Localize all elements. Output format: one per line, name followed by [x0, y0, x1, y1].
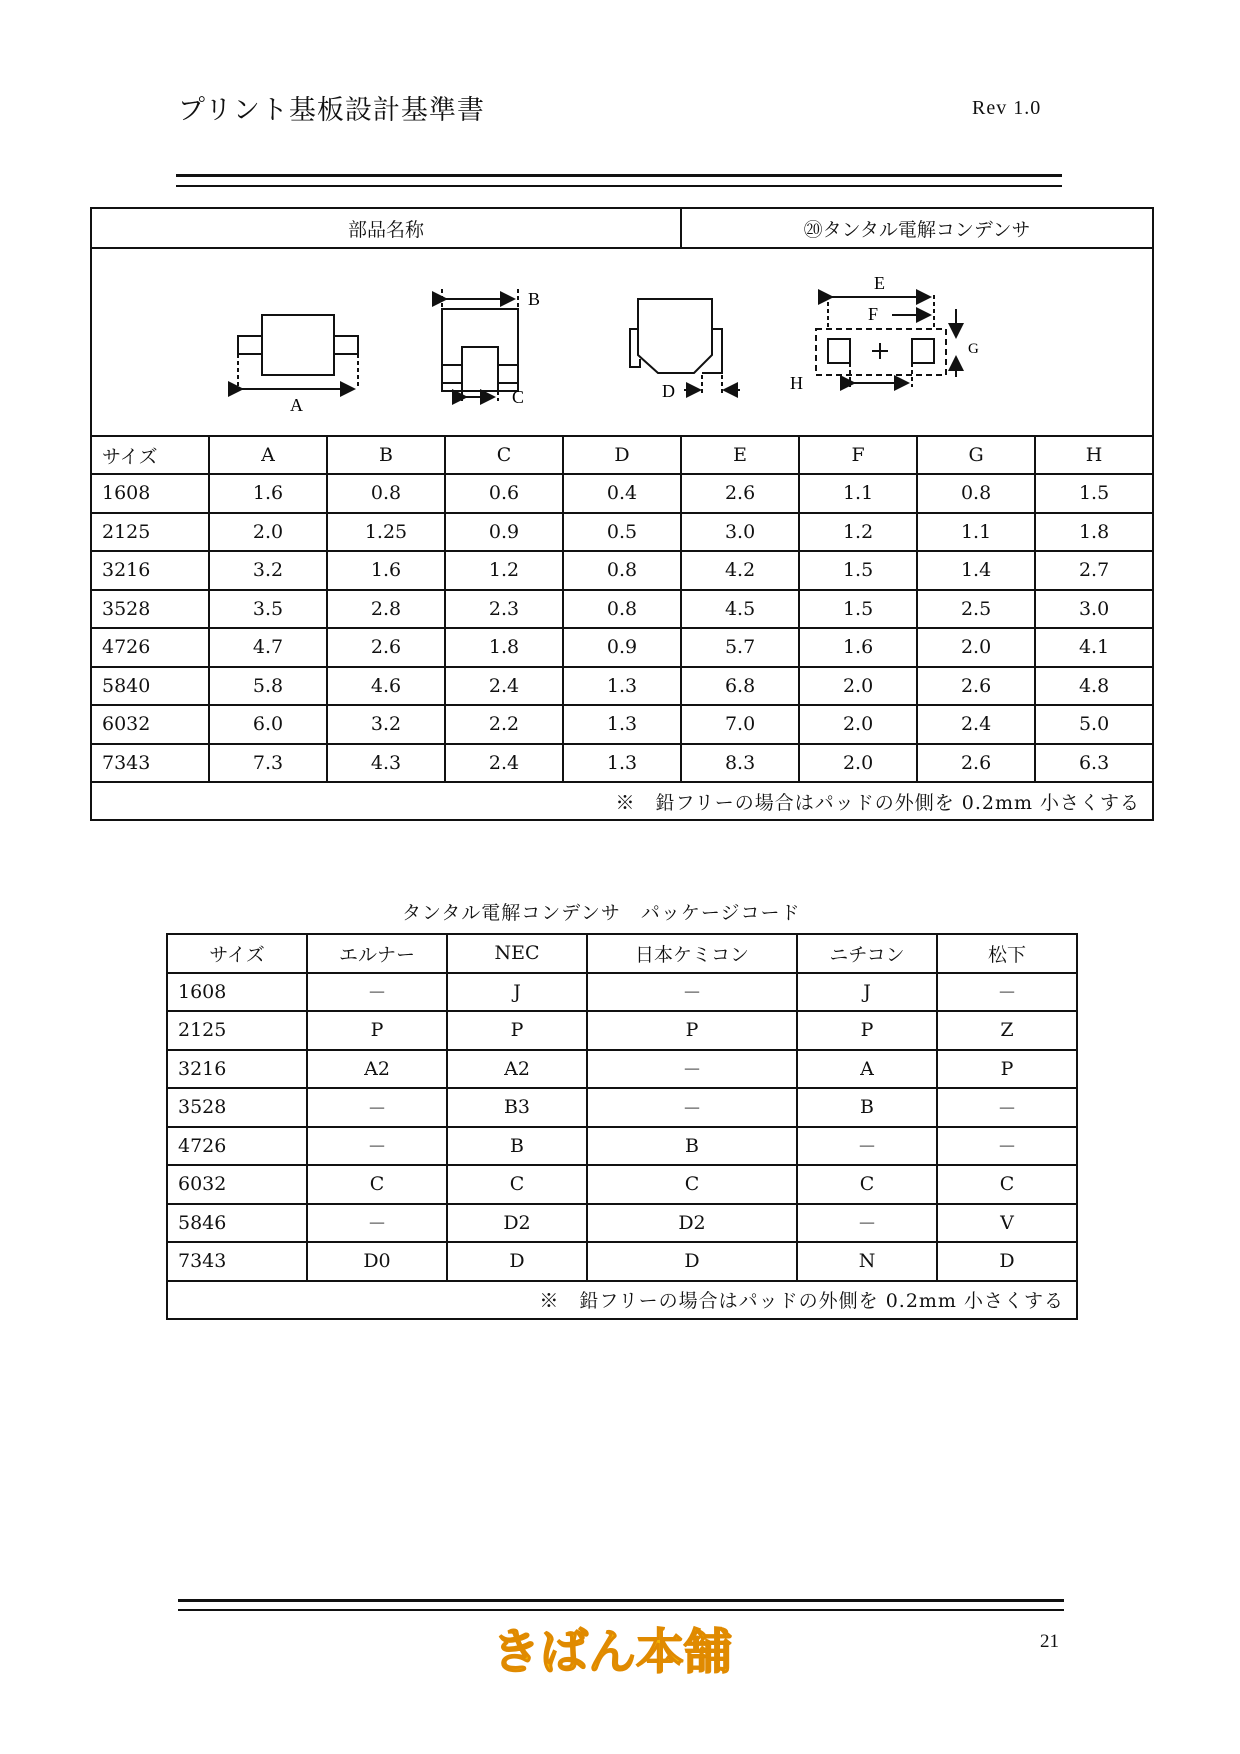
spec-col-size: サイズ [91, 436, 209, 474]
part-name-value: ⑳タンタル電解コンデンサ [681, 208, 1153, 248]
package-code-cell: A [797, 1050, 937, 1089]
dimension-cell: 0.8 [327, 474, 445, 513]
dimension-cell: 0.8 [563, 590, 681, 629]
dimension-cell: 2.6 [327, 628, 445, 667]
dimension-cell: 4.5 [681, 590, 799, 629]
dimension-cell: 1.4 [917, 551, 1035, 590]
size-cell: 2125 [167, 1011, 307, 1050]
dimension-cell: 1.2 [799, 513, 917, 552]
dimension-cell: 1.3 [563, 667, 681, 706]
package-code-cell: D2 [587, 1204, 797, 1243]
pkg-col-nichicon: ニチコン [797, 934, 937, 973]
dimension-cell: 2.4 [445, 744, 563, 783]
dimension-cell: 0.8 [563, 551, 681, 590]
dimension-cell: 0.6 [445, 474, 563, 513]
dimension-cell: 2.0 [799, 705, 917, 744]
size-cell: 6032 [167, 1165, 307, 1204]
package-code-cell: A2 [307, 1050, 447, 1089]
dimension-cell: 4.3 [327, 744, 445, 783]
dimension-cell: 1.25 [327, 513, 445, 552]
package-code-cell: A2 [447, 1050, 587, 1089]
logo-text: きばん本舗 [492, 1624, 733, 1678]
table-row [91, 590, 1153, 629]
dimension-cell: 2.6 [917, 667, 1035, 706]
table-row [167, 1127, 1077, 1166]
package-table-body [167, 973, 1077, 1281]
dimension-cell: 0.8 [917, 474, 1035, 513]
package-code-cell: C [937, 1165, 1077, 1204]
package-code-cell: B [447, 1127, 587, 1166]
spec-col-h: H [1035, 436, 1153, 474]
dimension-cell: 0.9 [563, 628, 681, 667]
size-cell: 5846 [167, 1204, 307, 1243]
footer-rule-top [178, 1599, 1064, 1602]
dim-label-b: B [528, 289, 541, 309]
spec-table-body [91, 474, 1153, 782]
dimension-cell: 7.0 [681, 705, 799, 744]
table-row [167, 1204, 1077, 1243]
body-side-view [238, 315, 358, 389]
pkg-col-chemicon: 日本ケミコン [587, 934, 797, 973]
package-code-cell: J [447, 973, 587, 1012]
header-rule-top [176, 174, 1062, 177]
spec-table [90, 207, 1154, 821]
part-name-row [91, 208, 1153, 248]
body-molded-view [630, 299, 740, 395]
dimension-cell: 2.3 [445, 590, 563, 629]
dimension-cell: 1.3 [563, 705, 681, 744]
dimension-cell: 4.1 [1035, 628, 1153, 667]
dimension-cell: 1.1 [917, 513, 1035, 552]
table-row [167, 973, 1077, 1012]
dimension-cell: 2.6 [681, 474, 799, 513]
dimension-cell: 2.8 [327, 590, 445, 629]
dimension-cell: 1.6 [209, 474, 327, 513]
dimension-cell: 2.0 [917, 628, 1035, 667]
size-cell: 5840 [91, 667, 209, 706]
dim-label-e: E [874, 273, 885, 293]
spec-col-e: E [681, 436, 799, 474]
revision-label: Rev 1.0 [972, 97, 1042, 119]
footprint-drawing-cell [91, 248, 1153, 436]
dim-label-c: C [512, 387, 525, 407]
size-cell: 4726 [91, 628, 209, 667]
size-cell: 3216 [91, 551, 209, 590]
dim-label-f: F [868, 304, 879, 324]
package-code-cell: D2 [447, 1204, 587, 1243]
table-row [91, 513, 1153, 552]
package-code-cell: － [937, 1088, 1077, 1127]
size-cell: 6032 [91, 705, 209, 744]
table-row [91, 628, 1153, 667]
dim-label-a: A [290, 395, 303, 415]
package-code-cell: P [937, 1050, 1077, 1089]
dimension-cell: 2.4 [917, 705, 1035, 744]
package-note: ※ 鉛フリーの場合はパッドの外側を 0.2mm 小さくする [167, 1281, 1077, 1320]
size-cell: 1608 [91, 474, 209, 513]
dimension-cell: 6.0 [209, 705, 327, 744]
table-row [91, 744, 1153, 783]
package-code-cell: V [937, 1204, 1077, 1243]
footer-rule-bottom [178, 1609, 1064, 1611]
table-row [167, 1088, 1077, 1127]
package-code-cell: － [937, 973, 1077, 1012]
size-cell: 3528 [91, 590, 209, 629]
dimension-cell: 1.5 [799, 551, 917, 590]
body-end-view [442, 289, 518, 401]
table-row [91, 474, 1153, 513]
table-row [167, 1242, 1077, 1281]
package-code-cell: P [797, 1011, 937, 1050]
header-rule-bottom [176, 185, 1062, 187]
table-row [91, 551, 1153, 590]
package-code-cell: J [797, 973, 937, 1012]
spec-header-row [91, 436, 1153, 474]
spec-col-f: F [799, 436, 917, 474]
dimension-cell: 8.3 [681, 744, 799, 783]
spec-col-b: B [327, 436, 445, 474]
spec-col-g: G [917, 436, 1035, 474]
size-cell: 2125 [91, 513, 209, 552]
dimension-cell: 1.8 [445, 628, 563, 667]
size-cell: 3528 [167, 1088, 307, 1127]
package-table [166, 933, 1078, 1320]
package-code-cell: P [587, 1011, 797, 1050]
dimension-cell: 3.5 [209, 590, 327, 629]
dim-label-g: G [968, 341, 979, 357]
package-code-cell: P [447, 1011, 587, 1050]
package-code-cell: － [587, 1050, 797, 1089]
package-code-cell: － [587, 973, 797, 1012]
package-code-cell: D0 [307, 1242, 447, 1281]
spec-note: ※ 鉛フリーの場合はパッドの外側を 0.2mm 小さくする [91, 782, 1153, 820]
dimension-cell: 7.3 [209, 744, 327, 783]
dimension-cell: 3.2 [209, 551, 327, 590]
pkg-col-size: サイズ [167, 934, 307, 973]
pkg-col-nec: NEC [447, 934, 587, 973]
page-number: 21 [1040, 1631, 1059, 1652]
package-code-cell: B [587, 1127, 797, 1166]
dimension-cell: 0.5 [563, 513, 681, 552]
footprint-diagram [92, 249, 1152, 435]
dimension-cell: 1.2 [445, 551, 563, 590]
dimension-cell: 2.0 [799, 744, 917, 783]
dimension-cell: 3.0 [1035, 590, 1153, 629]
package-code-cell: C [307, 1165, 447, 1204]
package-code-cell: D [447, 1242, 587, 1281]
package-code-cell: － [937, 1127, 1077, 1166]
package-code-cell: C [447, 1165, 587, 1204]
dimension-cell: 2.0 [799, 667, 917, 706]
spec-note-row [91, 782, 1153, 820]
dimension-cell: 3.2 [327, 705, 445, 744]
dimension-cell: 2.2 [445, 705, 563, 744]
dimension-cell: 1.8 [1035, 513, 1153, 552]
table-row [167, 1011, 1077, 1050]
dimension-cell: 4.7 [209, 628, 327, 667]
package-code-cell: － [307, 1127, 447, 1166]
dim-label-d: D [662, 381, 675, 401]
dimension-cell: 1.6 [327, 551, 445, 590]
dimension-cell: 3.0 [681, 513, 799, 552]
package-table-caption: タンタル電解コンデンサ パッケージコード [402, 902, 801, 924]
spec-col-a: A [209, 436, 327, 474]
package-code-cell: B3 [447, 1088, 587, 1127]
dimension-cell: 0.9 [445, 513, 563, 552]
dim-label-h: H [790, 373, 803, 393]
spec-col-c: C [445, 436, 563, 474]
package-code-cell: D [937, 1242, 1077, 1281]
pkg-col-matsushita: 松下 [937, 934, 1077, 973]
package-code-cell: D [587, 1242, 797, 1281]
table-row [167, 1165, 1077, 1204]
package-header-row [167, 934, 1077, 973]
package-code-cell: － [797, 1127, 937, 1166]
dimension-cell: 1.3 [563, 744, 681, 783]
size-cell: 3216 [167, 1050, 307, 1089]
package-code-cell: C [797, 1165, 937, 1204]
package-note-row [167, 1281, 1077, 1320]
dimension-cell: 4.8 [1035, 667, 1153, 706]
size-cell: 1608 [167, 973, 307, 1012]
package-code-cell: － [307, 1088, 447, 1127]
dimension-cell: 1.6 [799, 628, 917, 667]
pkg-col-elna: エルナー [307, 934, 447, 973]
dimension-cell: 5.0 [1035, 705, 1153, 744]
dimension-cell: 2.4 [445, 667, 563, 706]
package-code-cell: － [307, 973, 447, 1012]
dimension-cell: 2.5 [917, 590, 1035, 629]
table-row [91, 667, 1153, 706]
package-code-cell: － [797, 1204, 937, 1243]
dimension-cell: 5.7 [681, 628, 799, 667]
table-row [91, 705, 1153, 744]
dimension-cell: 1.5 [1035, 474, 1153, 513]
dimension-cell: 2.6 [917, 744, 1035, 783]
table-row [167, 1050, 1077, 1089]
size-cell: 7343 [91, 744, 209, 783]
dimension-cell: 1.5 [799, 590, 917, 629]
land-pattern [816, 295, 956, 387]
dimension-cell: 4.6 [327, 667, 445, 706]
document-title: プリント基板設計基準書 [178, 95, 485, 126]
package-code-cell: － [587, 1088, 797, 1127]
package-code-cell: B [797, 1088, 937, 1127]
package-code-cell: C [587, 1165, 797, 1204]
dimension-cell: 6.3 [1035, 744, 1153, 783]
dimension-cell: 5.8 [209, 667, 327, 706]
spec-col-d: D [563, 436, 681, 474]
kiban-honpo-logo [488, 1622, 758, 1678]
dimension-cell: 6.8 [681, 667, 799, 706]
package-code-cell: － [307, 1204, 447, 1243]
dimension-cell: 2.7 [1035, 551, 1153, 590]
part-name-label: 部品名称 [91, 208, 681, 248]
drawing-row [91, 248, 1153, 436]
dimension-cell: 2.0 [209, 513, 327, 552]
dimension-cell: 4.2 [681, 551, 799, 590]
package-code-cell: Z [937, 1011, 1077, 1050]
dimension-cell: 1.1 [799, 474, 917, 513]
size-cell: 7343 [167, 1242, 307, 1281]
dimension-cell: 0.4 [563, 474, 681, 513]
size-cell: 4726 [167, 1127, 307, 1166]
package-code-cell: P [307, 1011, 447, 1050]
package-code-cell: N [797, 1242, 937, 1281]
